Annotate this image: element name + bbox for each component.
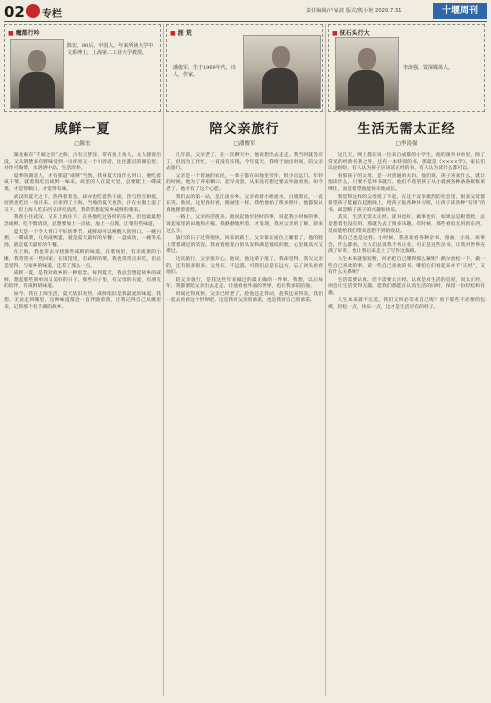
section-badge-icon (26, 4, 40, 18)
column-divider (163, 24, 164, 696)
paragraph: 咸鲜一夏，是我对故乡的一种思念。每到夏天，我总会想起故乡的咸鲜，想起那些简单而又美好的日子。那些日子里，有父母的关爱，有朋友的陪伴，有咸鲜的味道。 (4, 271, 161, 290)
paragraph: 人生本来就不完美，我们又何必苛求自己呢？放下那些不必要的包袱，轻松一点，快乐一点，这才是生活应有的样子。 (328, 298, 485, 311)
paragraph: 看那孩子的父母，是一对普通的夫妇。他们说，孩子喜欢什么，就让他读什么，只要不是坏书就行。他们不希望孩子从小就被各种条条框框束缚住，而是希望他能快乐地成长。 (328, 173, 485, 192)
paragraph: 夏季的湖北人，才有那道“咸鲜”当然。我身夏天没什么胃口，便吃着咸干菜，就着饭吃出咸鲜一味来。故里的人在夏天里，总要配上一碟咸菜，才觉得顺口，才觉得有味。 (4, 173, 161, 192)
article-title: 陪父亲旅行 (209, 122, 280, 137)
column-label: ■ 魔都行吟 (8, 30, 40, 37)
masthead-logo: 十堰周刊 (433, 3, 487, 19)
column-divider (325, 24, 326, 696)
header-divider (4, 21, 487, 22)
article-byline: □陈宏 (74, 141, 91, 147)
paragraph: 我觉得这样的父母很了不起。在这个竞争激烈的社会里，很多父母都希望孩子能赢在起跑线上，给孩子报各种补习班，让孩子读各种“有用”的书，却忽略了孩子的兴趣和快乐。 (328, 194, 485, 213)
article-byline: □潘俊军 (233, 141, 256, 147)
column-label: ■ 抚石头行大 (332, 30, 370, 37)
author-photo-head (28, 50, 46, 72)
paragraph: 如今，我在上海生活，夏天依旧炎热，咸鲜依旧是我最爱的味道。我想，无论走到哪里，这种味道都会一直伴随着我，让我记得自己从哪里来，记得那个有千湖的故乡。 (4, 291, 161, 311)
paragraph: 我曾小住武汉，又在上海住下，在各地吃过各样的东西，但也最最想念咸鲜，吃不惯清淡，总想要加上一点盐，加上一点酱，让菜有些味道。 (4, 215, 161, 227)
section-name: 专栏 (42, 9, 62, 20)
paragraph: 生活需要认真，但不需要太正经。认真是对生活的态度，而太正经，则会让生活变得无趣。愿我们都能在认真生活的同时，保留一份轻松和有趣。 (328, 277, 485, 296)
author-box (328, 24, 485, 112)
author-photo-body (19, 72, 55, 108)
author-photo (10, 39, 64, 109)
article-title: 咸鲜一夏 (54, 122, 111, 137)
author-photo-body (348, 70, 384, 106)
page-header (0, 0, 491, 22)
article-byline: □李涛强 (395, 141, 418, 147)
paragraph: 我们去的第一站，是江南水乡。父亲看着小桥流水，白墙黑瓦，一直在笑。他说，这里真好看，跟画里一样。我给他拍了很多照片，他都很认真地摆着姿势。 (166, 194, 323, 213)
author-box (166, 24, 323, 112)
square-bullet-icon: ■ (170, 30, 176, 37)
author-photo-head (358, 48, 376, 70)
paragraph: 旅行的日子过得很快。回来的路上，父亲靠在座位上睡着了，他的脸上带着满足的笑容。我看着他花白的头发和满是皱纹的脸，心里既高兴又难过。 (166, 236, 323, 255)
paragraph: 其实，生活无需太正经。读书也好，做事也好，如果总是板着脸，总是想着有没有用，那就失去了很多乐趣。有时候，那些看似无用的东西，反而能给我们带来意想不到的收获。 (328, 215, 485, 234)
paragraph: 时间过得真快，父亲已经老了。趁他还走得动，趁我还来得及，我们一起去看看这个世界吧。这是我对父亲的承诺，也是我对自己的承诺。 (166, 291, 323, 304)
square-bullet-icon: ■ (332, 30, 338, 37)
article-title: 生活无需太正经 (357, 122, 456, 137)
square-bullet-icon: ■ (8, 30, 14, 37)
paragraph: 人生本来就很短暂，何必把自己绷得那么紧呢？偶尔放松一下，做一些自己喜欢的事，读一些自己喜欢的书，哪怕它们看起来并不“正经”，又有什么关系呢？ (328, 256, 485, 276)
author-box (4, 24, 161, 112)
author-bio: 李涛强，资深媒体人。 (403, 65, 454, 71)
author-photo-body (262, 68, 298, 104)
article-column-1 (4, 24, 161, 313)
author-bio: 陈宏，80后，中国人。年来所读大学中文系博士，上海第二工业大学教授。 (67, 43, 154, 57)
paragraph: 湖北素有“千湖之省”之称，古有云梦泽，常有鱼上角人，文人骚客出没。又从荆楚多有野味受到一川祥亮又一个川淳者，往往都点的湖泊里，并作可淘菜，水溶溶中品，生活淳朴。 (4, 153, 161, 172)
credit-line: 责任编辑/卢家波 版式/熊小艳 2020.7.31 (306, 8, 402, 14)
author-photo-head (272, 46, 290, 68)
column-label: ■ 涯 荒 (170, 30, 192, 37)
author-photo (243, 35, 321, 109)
author-photo (335, 37, 399, 111)
paragraph: 这几天，网上都在说一位来自成都的小学生。他的课外书单里，除了常见的经典名著之外，还有一本特别的书，那就是《××××学》。家长们议论纷纷，有人认为孩子应该读正经的书，有人认为读什么都可以。 (328, 153, 485, 172)
paragraph: 在上海，我也常去寻找那些咸鲜的味道。在菜场里，有卖咸菜的小摊，我常常买一些回家；在饭馆里，有咸鲜的菜，我也常常点来吃。但总是觉得，与家乡的味道，还差了那么一点。 (4, 250, 161, 269)
paragraph: 父亲是一个普通的农民，一辈子都在田地里劳作，很少出远门。年轻的时候，他为了养家糊口，起早贪黑，从来没有想过要去外面看看。如今老了，他才有了这个心愿。 (166, 173, 323, 192)
article-column-2 (166, 24, 323, 306)
paragraph: 陪父亲旅行，是我这些年来做过的最正确的一件事。我想，以后每年，我都要陪父亲出去走走，让他看看外面的世界，也让我多陪陪他。 (166, 277, 323, 290)
paragraph: 夏天是一个令人胃口不好的季节，咸鲜却可以唤醒人的胃口。一碗白粥，一碟咸菜，几块咸鸭蛋，就是夏天最好的早餐；一盘咸鱼，一碗冬瓜汤，就是夏天最好的午餐。 (4, 229, 161, 248)
paragraph: 几年前，父亲老了，在一次聊天中，他说想出去走走。我当时就答应了，但因为工作忙，一直没有实现。今年夏天，我终于抽出时间，陪父亲去旅行。 (166, 153, 323, 172)
paragraph: 武汉的夏天之下，热得着着急，却亦也吃着热干面，热与热互相抵，居然也吃出一身汗来。后来到了上海，当地的夏天也热，汗在衣服上湿了又干，但上海人吃东西又讲究清淡，我常常想起家乡咸鲜的菜来。 (4, 194, 161, 213)
article-column-3 (328, 24, 485, 313)
paragraph: 一路上，父亲的话很多。他说起他年轻时的事，说起我小时候的事，说起家里的田地和庄稼。我静静地听着，才发现，我对父亲的了解，原来这么少。 (166, 215, 323, 234)
author-bio: 潘俊军，生于1969年代，诗人，作家。 (173, 65, 236, 79)
paragraph: 这次旅行，父亲很开心。他说，他这辈子值了。我却觉得，我欠父亲的，还有很多很多。父母在，不远游。可我们总是在远方，忘了回头看看他们。 (166, 256, 323, 276)
paragraph: 我自己也是这样。小时候，我喜欢看各种杂书，漫画、小说、故事会，什么都看。大人们总说我不务正业，可正是这些杂书，让我对世界充满了好奇，也让我后来走上了写作这条路。 (328, 236, 485, 255)
page-number: 02 (4, 3, 25, 21)
